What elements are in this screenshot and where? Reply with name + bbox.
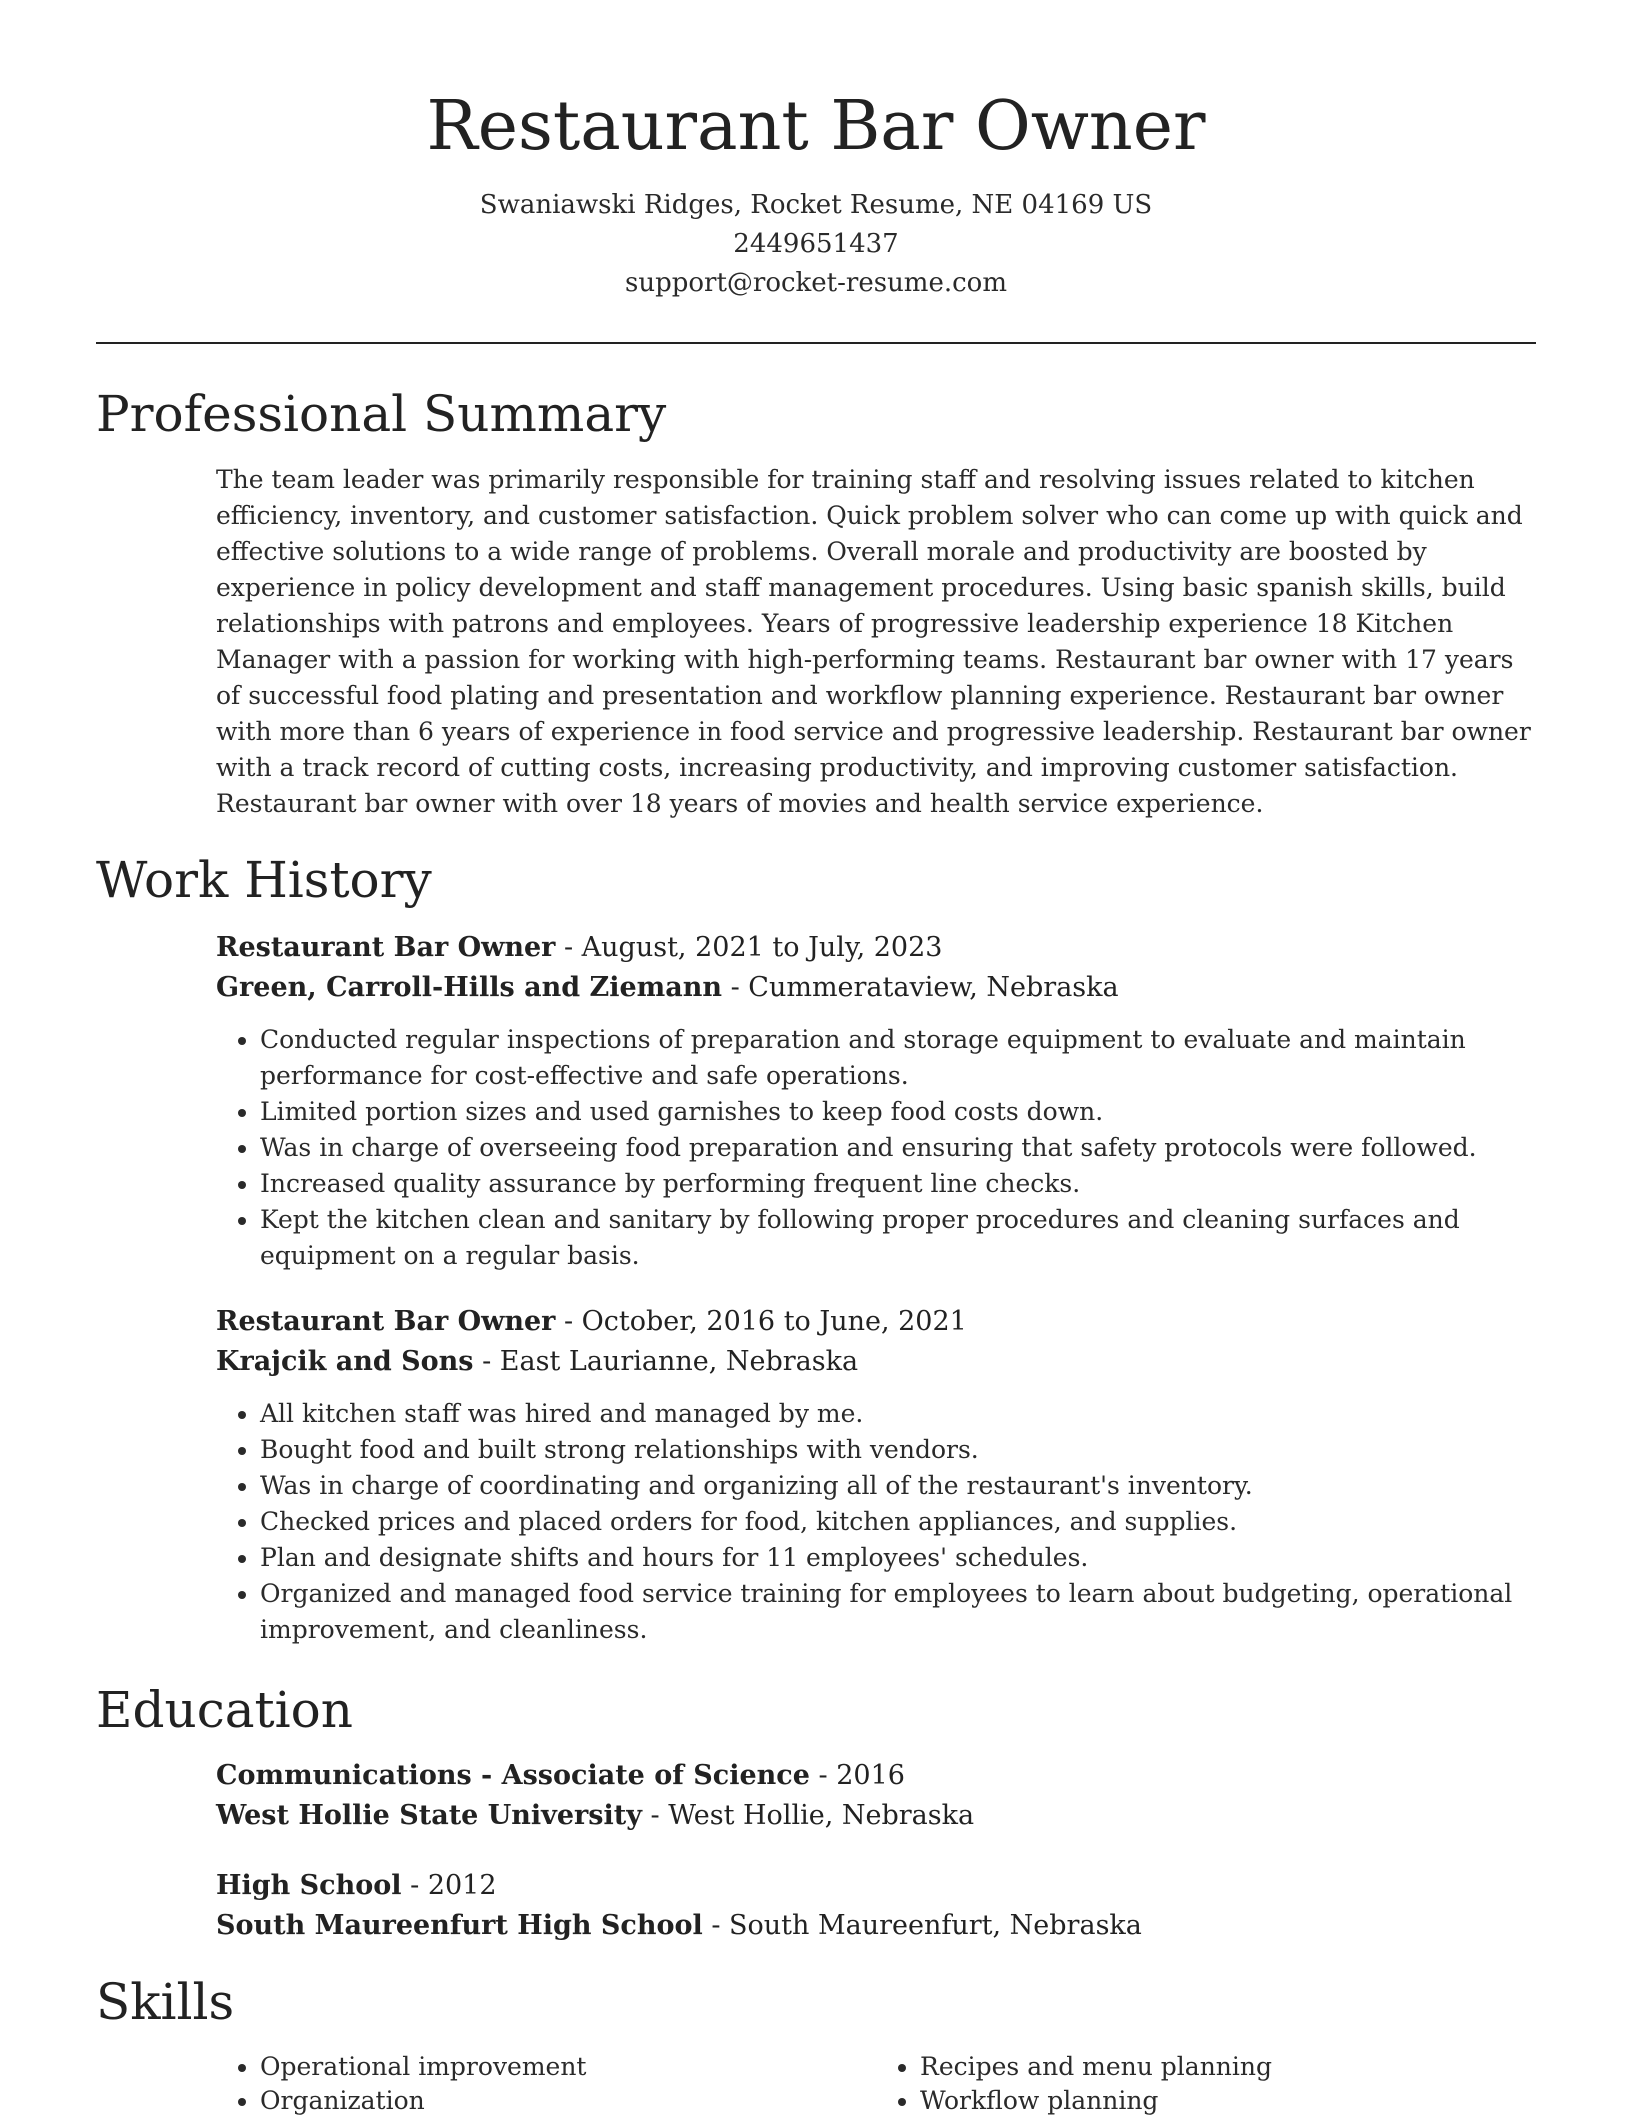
education-degree: Communications - Associate of Science	[216, 1760, 810, 1791]
skills-section	[216, 2050, 1536, 2118]
section-title-skills: Skills	[96, 1973, 235, 2031]
skill-item: • Workflow planning	[920, 2084, 1536, 2118]
section-title-work-history: Work History	[96, 851, 432, 909]
education-section	[216, 1756, 1536, 1946]
education-school: South Maureenfurt High School	[216, 1910, 703, 1941]
contact-email[interactable]: support@rocket-resume.com	[624, 268, 1007, 298]
job-bullet: • Was in charge of overseeing food preparation and ensuring that safety protocols were followed.	[260, 1130, 1536, 1166]
job-bullet: • Bought food and built strong relationships with vendors.	[260, 1432, 1536, 1468]
summary-section	[216, 462, 1536, 822]
job-location: - East Laurianne, Nebraska	[473, 1346, 859, 1377]
job-bullets	[216, 1022, 1536, 1274]
contact-address: Swaniawski Ridges, Rocket Resume, NE 04169 US	[479, 190, 1153, 220]
skill-item: • Recipes and menu planning	[920, 2050, 1536, 2084]
summary-text: The team leader was primarily responsible for training staff and resolving issues related to kitchen efficiency, inventory, and customer satisfaction. Quick problem solver who can come up with quick and effective solutions to a wide range of problems. Overall morale and productivity are boosted by experience in policy development and staff management procedures. Using basic spanish skills, build relationships with patrons and employees. Years of progressive leadership experience 18 Kitchen Manager with a passion for working with high-performing teams. Restaurant bar owner with 17 years of successful food plating and presentation and workflow planning experience. Restaurant bar owner with more than 6 years of experience in food service and progressive leadership. Restaurant bar owner with a track record of cutting costs, increasing productivity, and improving customer satisfaction. Restaurant bar owner with over 18 years of movies and health service experience.	[216, 465, 1531, 818]
job-position: Restaurant Bar Owner	[216, 932, 556, 963]
job-bullet: • Was in charge of coordinating and organizing all of the restaurant's inventory.	[260, 1468, 1536, 1504]
job-bullet: • Limited portion sizes and used garnishes to keep food costs down.	[260, 1094, 1536, 1130]
contact-block	[96, 186, 1536, 303]
education-year: - 2016	[809, 1760, 905, 1791]
education-degree-line	[216, 1866, 1536, 1906]
candidate-name: Restaurant Bar Owner	[426, 87, 1206, 166]
job-bullet: • Plan and designate shifts and hours for 11 employees' schedules.	[260, 1540, 1536, 1576]
job-bullets	[216, 1396, 1536, 1648]
job-bullet: • Increased quality assurance by performing frequent line checks.	[260, 1166, 1536, 1202]
job-company-line	[216, 1342, 1536, 1382]
header-divider	[96, 342, 1536, 344]
job-bullet: • Checked prices and placed orders for food, kitchen appliances, and supplies.	[260, 1504, 1536, 1540]
job-title-line	[216, 1302, 1536, 1342]
education-year: - 2012	[401, 1870, 497, 1901]
job-entry	[216, 928, 1536, 1274]
education-location: - South Maureenfurt, Nebraska	[702, 1910, 1142, 1941]
job-title-line	[216, 928, 1536, 968]
section-title-education: Education	[96, 1681, 353, 1739]
job-dates: - October, 2016 to June, 2021	[555, 1306, 967, 1337]
job-company-line	[216, 968, 1536, 1008]
education-degree-line	[216, 1756, 1536, 1796]
job-bullet: • All kitchen staff was hired and managed by me.	[260, 1396, 1536, 1432]
education-degree: High School	[216, 1870, 402, 1901]
education-entry	[216, 1756, 1536, 1836]
job-position: Restaurant Bar Owner	[216, 1306, 556, 1337]
job-bullet: • Organized and managed food service training for employees to learn about budgeting, operational improvement, and cleanliness.	[260, 1576, 1536, 1648]
job-company: Green, Carroll-Hills and Ziemann	[216, 972, 722, 1003]
job-company: Krajcik and Sons	[216, 1346, 474, 1377]
skills-column-left	[216, 2050, 876, 2118]
skill-item: • Operational improvement	[260, 2050, 876, 2084]
education-school: West Hollie State University	[216, 1800, 642, 1831]
job-bullet: • Conducted regular inspections of preparation and storage equipment to evaluate and maintain performance for cost-effective and safe operations.	[260, 1022, 1536, 1094]
education-location: - West Hollie, Nebraska	[641, 1800, 975, 1831]
section-title-summary: Professional Summary	[96, 385, 667, 443]
job-bullet: • Kept the kitchen clean and sanitary by following proper procedures and cleaning surfaces and equipment on a regular basis.	[260, 1202, 1536, 1274]
job-location: - Cummerataview, Nebraska	[722, 972, 1119, 1003]
job-entry	[216, 1302, 1536, 1648]
education-entry	[216, 1866, 1536, 1946]
resume-header	[96, 82, 1536, 303]
work-history-section	[216, 928, 1536, 1648]
skills-column-right	[876, 2050, 1536, 2118]
education-school-line	[216, 1796, 1536, 1836]
contact-phone: 2449651437	[733, 229, 899, 259]
skill-item: • Organization	[260, 2084, 876, 2118]
skills-grid	[216, 2050, 1536, 2118]
education-school-line	[216, 1906, 1536, 1946]
job-dates: - August, 2021 to July, 2023	[555, 932, 943, 963]
